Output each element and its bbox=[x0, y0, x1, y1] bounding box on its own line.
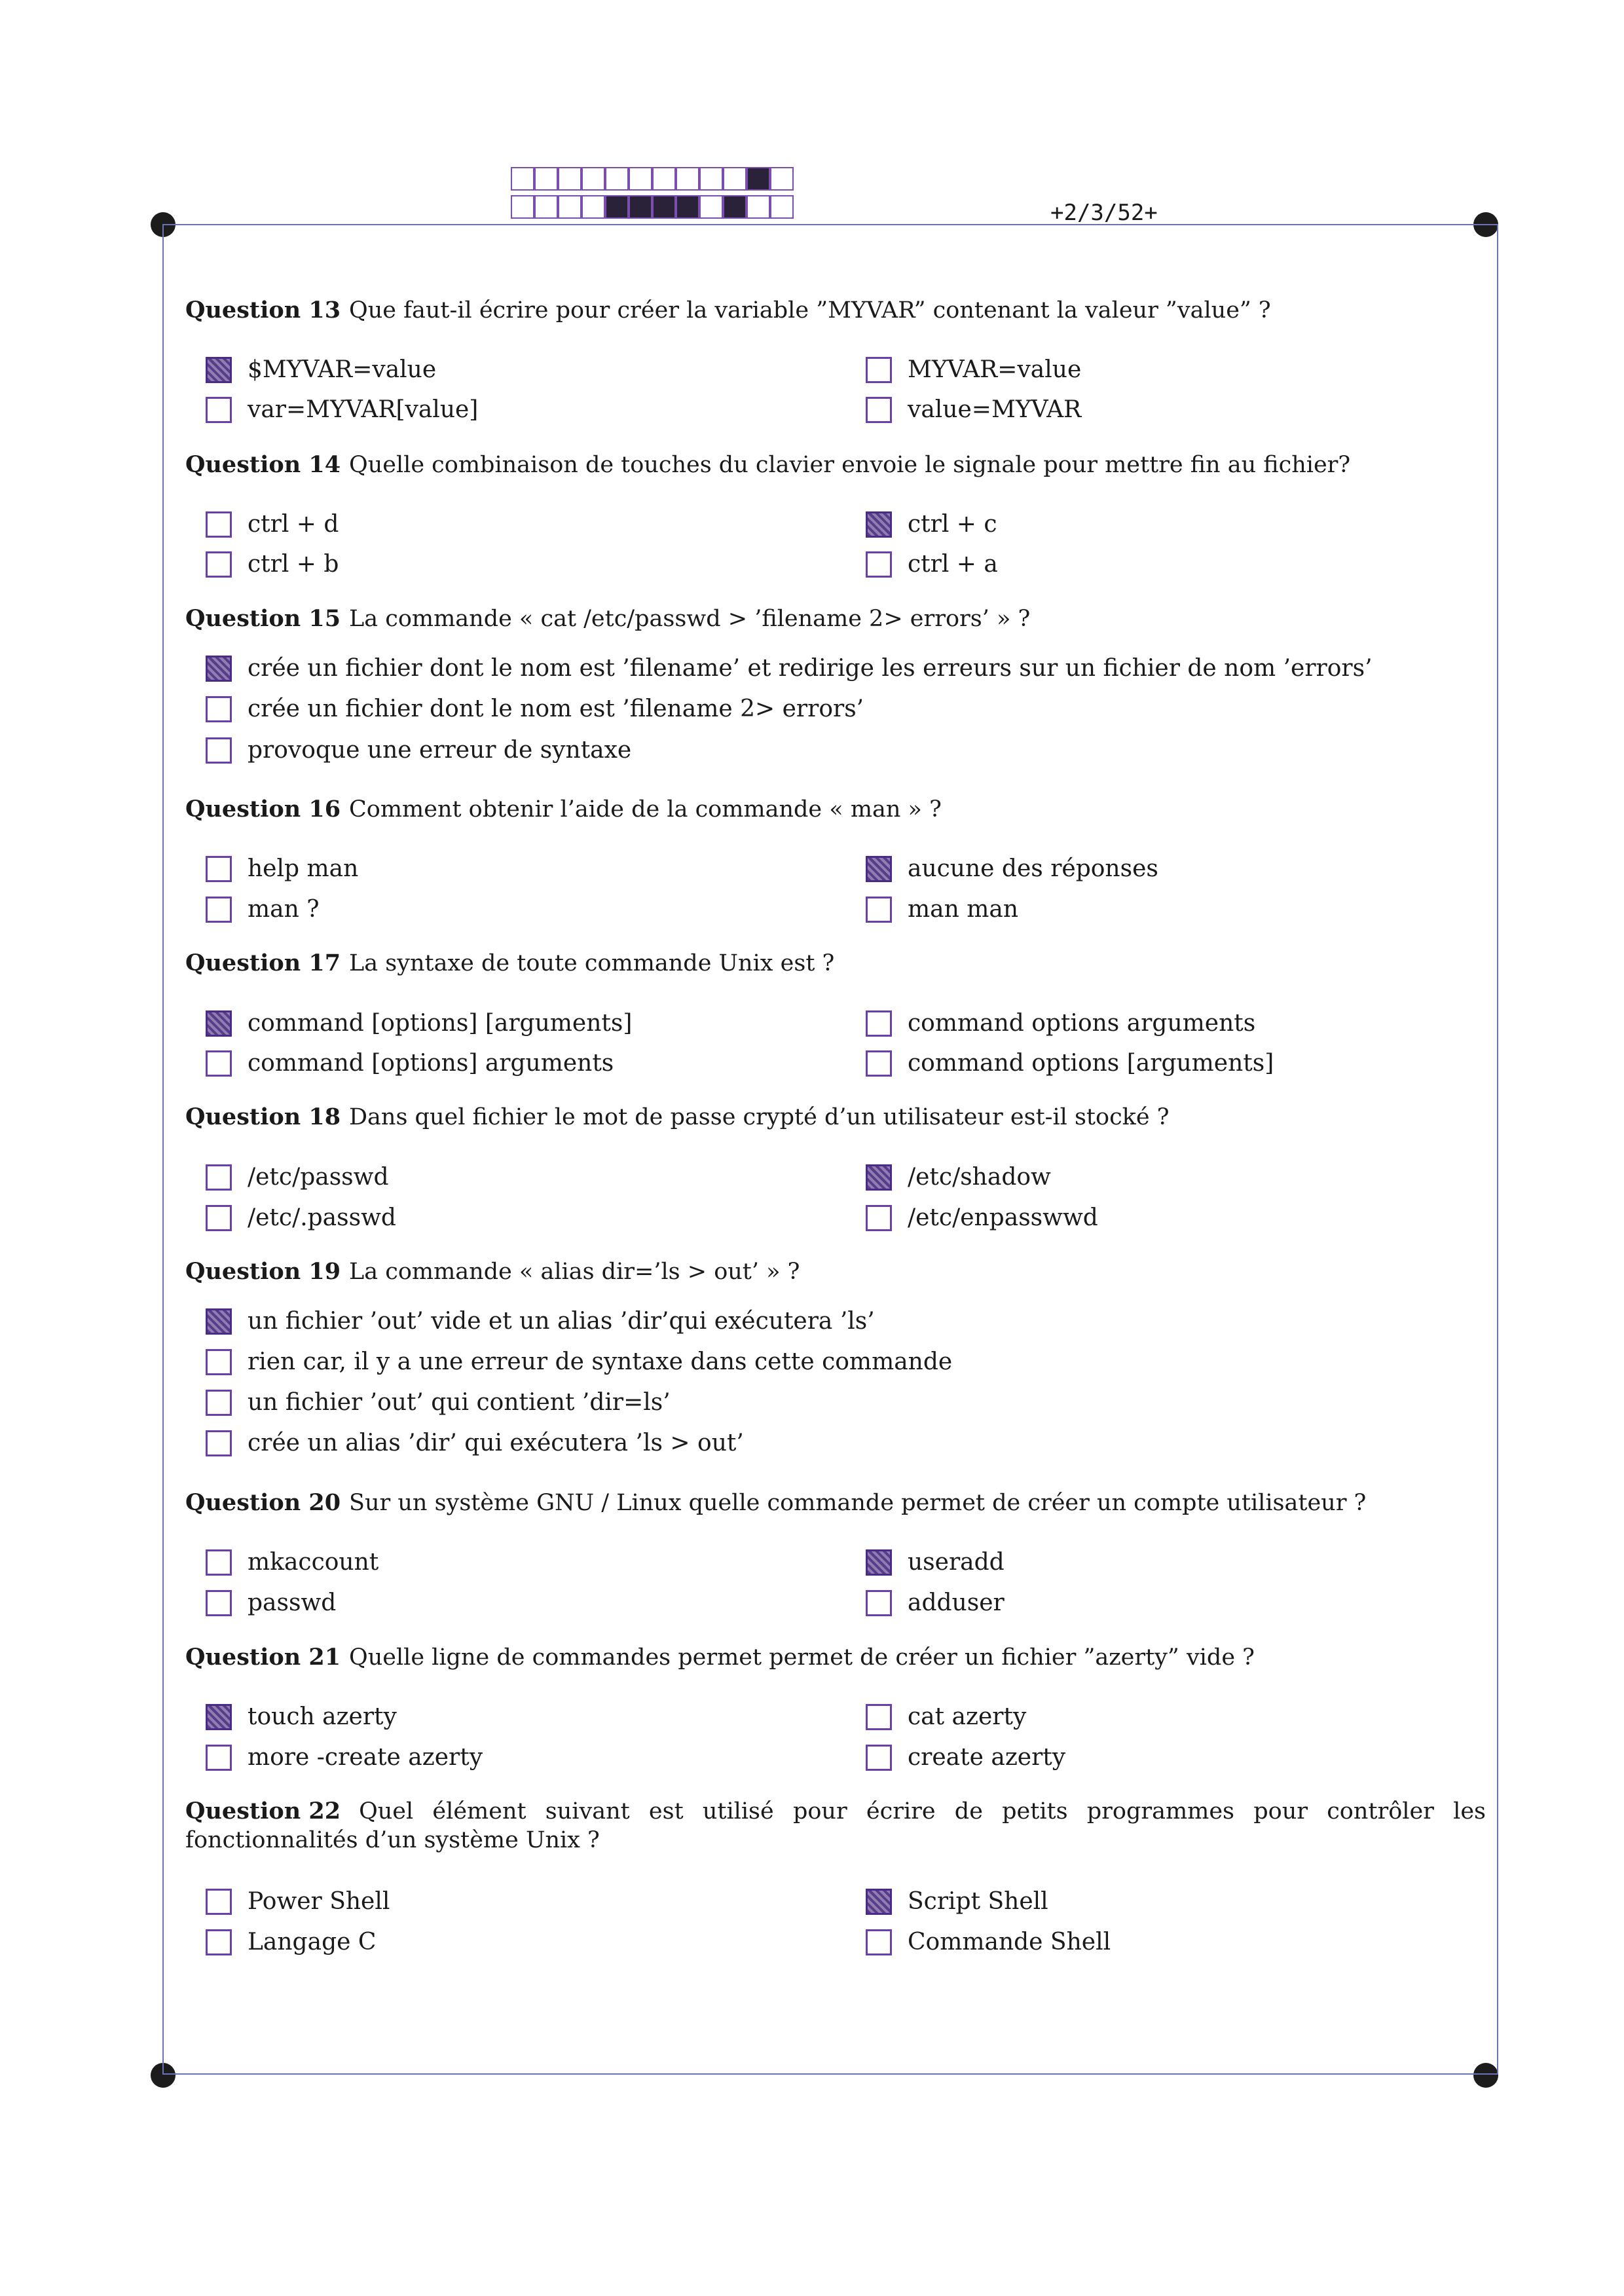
option-label: useradd bbox=[908, 1549, 1005, 1576]
id-cell bbox=[747, 167, 770, 191]
answer-option[interactable] bbox=[206, 1703, 397, 1731]
option-label: provoque une erreur de syntaxe bbox=[248, 737, 632, 764]
option-label: man man bbox=[908, 896, 1019, 923]
id-cell bbox=[770, 195, 794, 219]
option-label: Commande Shell bbox=[908, 1929, 1111, 1955]
id-cell bbox=[605, 167, 629, 191]
option-label: value=MYVAR bbox=[908, 396, 1082, 423]
id-cell bbox=[676, 167, 699, 191]
answer-option[interactable] bbox=[206, 356, 436, 384]
checkbox[interactable] bbox=[206, 737, 232, 764]
option-label: cat azerty bbox=[908, 1703, 1027, 1730]
id-cell bbox=[770, 167, 794, 191]
question-number: Question 20 bbox=[185, 1489, 341, 1516]
answer-option[interactable] bbox=[206, 1388, 671, 1417]
answer-option[interactable] bbox=[866, 1928, 1111, 1957]
question-number: Question 13 bbox=[185, 297, 341, 324]
answer-option[interactable] bbox=[866, 1009, 1255, 1038]
id-cell bbox=[699, 195, 723, 219]
answer-option[interactable] bbox=[866, 1887, 1048, 1916]
question-number: Question 21 bbox=[185, 1644, 341, 1671]
id-cell bbox=[558, 195, 581, 219]
answer-option[interactable] bbox=[206, 396, 478, 424]
checkbox[interactable] bbox=[866, 1010, 892, 1037]
option-label: un fichier ’out’ qui contient ’dir=ls’ bbox=[248, 1389, 671, 1416]
answer-option[interactable] bbox=[866, 1743, 1065, 1772]
checkbox[interactable] bbox=[206, 1010, 232, 1037]
checkbox[interactable] bbox=[866, 1704, 892, 1730]
option-label: more -create azerty bbox=[248, 1744, 483, 1771]
checkbox[interactable] bbox=[866, 1929, 892, 1955]
answer-option[interactable] bbox=[866, 356, 1081, 384]
question-text: Comment obtenir l’aide de la commande « man » ? bbox=[349, 796, 942, 823]
question-text: Quel élément suivant est utilisé pour écrire de petits programmes pour contrôler les fonctionnalités d’un système Unix ? bbox=[185, 1798, 1486, 1853]
id-cell bbox=[581, 195, 605, 219]
question-text: Quelle ligne de commandes permet permet de créer un fichier ”azerty” vide ? bbox=[349, 1644, 1255, 1671]
checkbox[interactable] bbox=[206, 1430, 232, 1456]
id-cell bbox=[558, 167, 581, 191]
answer-option[interactable] bbox=[206, 1049, 614, 1078]
question-header bbox=[185, 795, 942, 824]
answer-option[interactable] bbox=[206, 1348, 952, 1377]
answer-option[interactable] bbox=[866, 1703, 1026, 1731]
checkbox[interactable] bbox=[206, 1704, 232, 1730]
answer-option[interactable] bbox=[206, 1429, 744, 1458]
option-label: un fichier ’out’ vide et un alias ’dir’qui exécutera ’ls’ bbox=[248, 1308, 875, 1335]
question-header bbox=[185, 1489, 1366, 1517]
option-label: rien car, il y a une erreur de syntaxe dans cette commande bbox=[248, 1348, 953, 1375]
option-label: aucune des réponses bbox=[908, 855, 1158, 882]
id-cell bbox=[511, 195, 534, 219]
id-cell bbox=[652, 167, 676, 191]
id-cell bbox=[747, 195, 770, 219]
id-cell bbox=[534, 195, 558, 219]
option-label: /etc/.passwd bbox=[248, 1204, 396, 1231]
answer-option[interactable] bbox=[206, 855, 358, 883]
answer-option[interactable] bbox=[206, 1743, 483, 1772]
page-id: +2/3/52+ bbox=[1050, 200, 1158, 226]
question-header bbox=[185, 451, 1350, 479]
option-label: /etc/enpasswwd bbox=[908, 1204, 1098, 1231]
question-number: Question 17 bbox=[185, 950, 341, 976]
checkbox[interactable] bbox=[206, 1745, 232, 1771]
question-number: Question 19 bbox=[185, 1258, 341, 1285]
option-label: command options [arguments] bbox=[908, 1050, 1274, 1077]
question-text: La commande « cat /etc/passwd > ’filename 2> errors’ » ? bbox=[349, 606, 1031, 632]
checkbox[interactable] bbox=[206, 856, 232, 882]
question-header bbox=[185, 1257, 800, 1286]
id-cell bbox=[534, 167, 558, 191]
id-cell bbox=[723, 195, 747, 219]
answer-option[interactable] bbox=[866, 895, 1018, 924]
answer-option[interactable] bbox=[206, 1589, 336, 1618]
id-cell bbox=[629, 167, 652, 191]
id-box-row bbox=[511, 195, 796, 220]
option-label: crée un fichier dont le nom est ’filename 2> errors’ bbox=[248, 695, 864, 722]
option-label: create azerty bbox=[908, 1744, 1066, 1771]
option-label: passwd bbox=[248, 1589, 337, 1616]
answer-option[interactable] bbox=[866, 510, 997, 539]
checkbox[interactable] bbox=[206, 1164, 232, 1191]
answer-option[interactable] bbox=[866, 1204, 1098, 1232]
checkbox[interactable] bbox=[866, 397, 892, 423]
checkbox[interactable] bbox=[866, 1745, 892, 1771]
option-label: adduser bbox=[908, 1589, 1005, 1616]
answer-option[interactable] bbox=[206, 1204, 396, 1232]
option-label: var=MYVAR[value] bbox=[248, 396, 479, 423]
answer-option[interactable] bbox=[206, 1009, 632, 1038]
answer-option[interactable] bbox=[206, 1548, 378, 1577]
question-number: Question 22 bbox=[185, 1798, 341, 1824]
option-label: Langage C bbox=[248, 1929, 377, 1955]
answer-option[interactable] bbox=[206, 1163, 389, 1192]
id-cell bbox=[652, 195, 676, 219]
checkbox[interactable] bbox=[206, 1050, 232, 1077]
id-cell bbox=[723, 167, 747, 191]
checkbox[interactable] bbox=[206, 397, 232, 423]
question-header bbox=[185, 1797, 1486, 1855]
answer-option[interactable] bbox=[866, 550, 998, 579]
option-label: command [options] [arguments] bbox=[248, 1010, 633, 1037]
checkbox[interactable] bbox=[206, 357, 232, 383]
id-box-row bbox=[511, 167, 796, 192]
checkbox[interactable] bbox=[866, 1205, 892, 1231]
option-label: MYVAR=value bbox=[908, 356, 1082, 383]
answer-option[interactable] bbox=[866, 1548, 1005, 1577]
option-label: mkaccount bbox=[248, 1549, 379, 1576]
option-label: help man bbox=[248, 855, 359, 882]
question-header bbox=[185, 1103, 1169, 1132]
option-label: /etc/shadow bbox=[908, 1164, 1051, 1191]
option-label: $MYVAR=value bbox=[248, 356, 437, 383]
answer-option[interactable] bbox=[206, 895, 320, 924]
question-header bbox=[185, 604, 1030, 633]
question-number: Question 14 bbox=[185, 451, 341, 478]
id-cell bbox=[629, 195, 652, 219]
answer-option[interactable] bbox=[206, 695, 864, 724]
question-number: Question 18 bbox=[185, 1103, 341, 1130]
answer-option[interactable] bbox=[866, 1049, 1274, 1078]
answer-option[interactable] bbox=[866, 1163, 1051, 1192]
option-label: ctrl + a bbox=[908, 551, 998, 578]
option-label: command [options] arguments bbox=[248, 1050, 614, 1077]
answer-option[interactable] bbox=[866, 855, 1158, 883]
checkbox[interactable] bbox=[866, 1549, 892, 1576]
question-text: Dans quel fichier le mot de passe crypté d’un utilisateur est-il stocké ? bbox=[349, 1104, 1170, 1130]
answer-option[interactable] bbox=[206, 1928, 376, 1957]
checkbox[interactable] bbox=[866, 551, 892, 578]
checkbox[interactable] bbox=[206, 897, 232, 923]
answer-option[interactable] bbox=[206, 1887, 390, 1916]
id-cell bbox=[605, 195, 629, 219]
option-label: ctrl + b bbox=[248, 551, 339, 578]
question-text: La syntaxe de toute commande Unix est ? bbox=[349, 950, 835, 976]
answer-option[interactable] bbox=[206, 510, 339, 539]
checkbox[interactable] bbox=[206, 696, 232, 722]
checkbox[interactable] bbox=[866, 1164, 892, 1191]
checkbox[interactable] bbox=[206, 1889, 232, 1915]
question-text: Quelle combinaison de touches du clavier envoie le signale pour mettre fin au fichier? bbox=[349, 452, 1351, 478]
question-number: Question 16 bbox=[185, 796, 341, 823]
checkbox[interactable] bbox=[206, 656, 232, 682]
answer-option[interactable] bbox=[866, 1589, 1005, 1618]
option-label: ctrl + c bbox=[908, 511, 997, 538]
option-label: /etc/passwd bbox=[248, 1164, 389, 1191]
option-label: ctrl + d bbox=[248, 511, 339, 538]
question-text: Sur un système GNU / Linux quelle commande permet de créer un compte utilisateur ? bbox=[349, 1490, 1367, 1516]
option-label: Script Shell bbox=[908, 1888, 1048, 1915]
checkbox[interactable] bbox=[866, 1889, 892, 1915]
checkbox[interactable] bbox=[206, 1349, 232, 1375]
checkbox[interactable] bbox=[206, 1590, 232, 1616]
checkbox[interactable] bbox=[866, 897, 892, 923]
answer-option[interactable] bbox=[206, 1307, 875, 1336]
question-number: Question 15 bbox=[185, 605, 341, 632]
option-label: command options arguments bbox=[908, 1010, 1256, 1037]
checkbox[interactable] bbox=[866, 511, 892, 538]
answer-option[interactable] bbox=[206, 736, 631, 765]
id-cell bbox=[676, 195, 699, 219]
checkbox[interactable] bbox=[206, 1929, 232, 1955]
option-label: man ? bbox=[248, 896, 320, 923]
id-cell bbox=[699, 167, 723, 191]
answer-option[interactable] bbox=[206, 550, 339, 579]
checkbox[interactable] bbox=[206, 1390, 232, 1416]
checkbox[interactable] bbox=[866, 1050, 892, 1077]
checkbox[interactable] bbox=[866, 357, 892, 383]
question-text: La commande « alias dir=’ls > out’ » ? bbox=[349, 1259, 800, 1285]
question-header bbox=[185, 296, 1271, 325]
option-label: Power Shell bbox=[248, 1888, 390, 1915]
option-label: crée un alias ’dir’ qui exécutera ’ls > out’ bbox=[248, 1430, 744, 1456]
checkbox[interactable] bbox=[866, 856, 892, 882]
id-cell bbox=[511, 167, 534, 191]
answer-option[interactable] bbox=[206, 654, 1373, 683]
id-cell bbox=[581, 167, 605, 191]
checkbox[interactable] bbox=[206, 511, 232, 538]
option-label: crée un fichier dont le nom est ’filename’ et redirige les erreurs sur un fichier de nom ’errors’ bbox=[248, 655, 1373, 682]
checkbox[interactable] bbox=[206, 1205, 232, 1231]
checkbox[interactable] bbox=[206, 1308, 232, 1335]
option-label: touch azerty bbox=[248, 1703, 397, 1730]
checkbox[interactable] bbox=[206, 1549, 232, 1576]
checkbox[interactable] bbox=[866, 1590, 892, 1616]
checkbox[interactable] bbox=[206, 551, 232, 578]
question-header bbox=[185, 949, 834, 978]
question-text: Que faut-il écrire pour créer la variable ”MYVAR” contenant la valeur ”value” ? bbox=[349, 297, 1271, 324]
answer-option[interactable] bbox=[866, 396, 1081, 424]
question-header bbox=[185, 1643, 1255, 1672]
